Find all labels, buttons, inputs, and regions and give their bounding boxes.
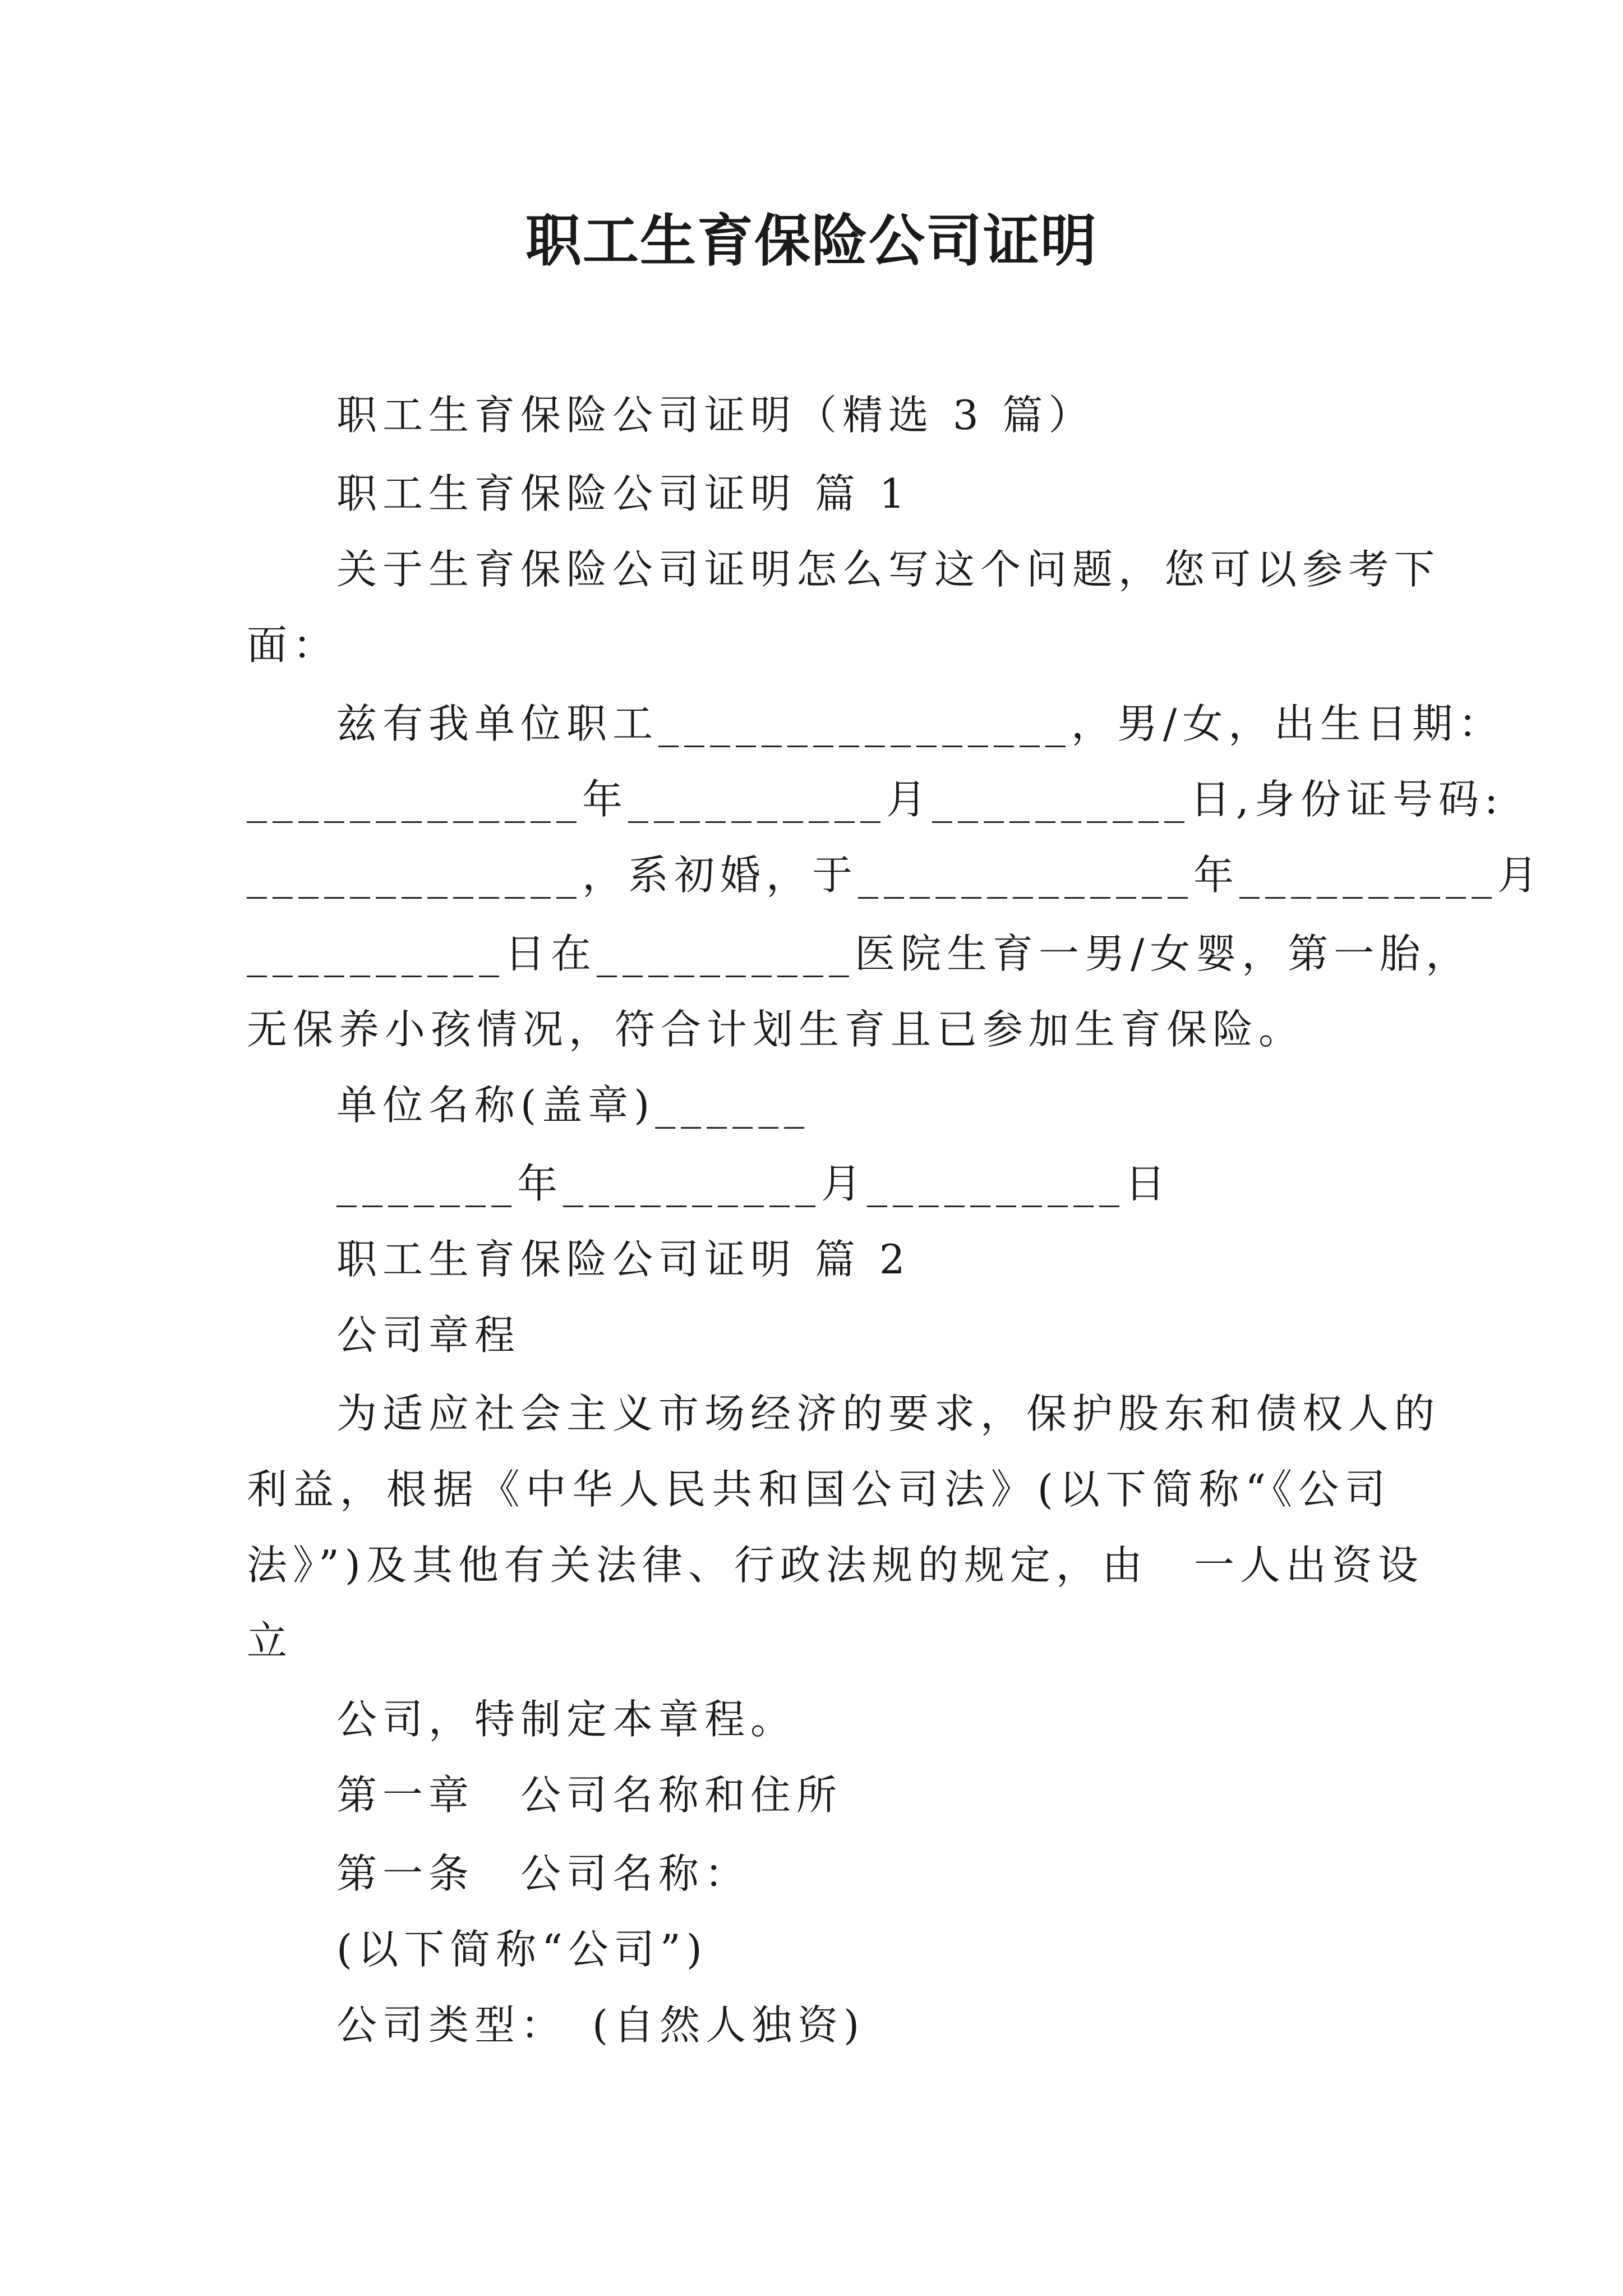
form-line: _____________，系初婚，于_____________年__________月	[247, 852, 1544, 899]
paragraph-line: 公司章程	[336, 1312, 521, 1359]
date-line: _______年__________月__________日	[336, 1160, 1171, 1207]
article-line: 第一条 公司名称：	[336, 1850, 751, 1897]
page-title: 职工生育保险公司证明	[525, 208, 1098, 274]
paragraph-line: (以下简称“公司”)	[336, 1926, 708, 1973]
section-heading-1: 职工生育保险公司证明 篇 1	[336, 470, 911, 517]
paragraph-line: 公司类型： (自然人独资)	[336, 2001, 865, 2049]
chapter-heading: 第一章 公司名称和住所	[336, 1772, 843, 1819]
signature-line: 单位名称(盖章)______	[336, 1082, 810, 1129]
paragraph-line: 法》”)及其他有关法律、行政法规的规定，由 一人出资设	[247, 1542, 1424, 1589]
paragraph-line: 利益，根据《中华人民共和国公司法》(以下简称“《公司	[247, 1466, 1391, 1513]
paragraph-line: 面：	[247, 622, 339, 669]
form-line: 兹有我单位职工________________，男/女，出生日期：	[336, 700, 1505, 747]
form-line: 无保养小孩情况，符合计划生育且已参加生育保险。	[247, 1006, 1305, 1053]
paragraph-line: 为适应社会主义市场经济的要求，保护股东和债权人的	[336, 1390, 1441, 1437]
paragraph-line: 公司，特制定本章程。	[336, 1696, 797, 1743]
form-line: __________日在__________医院生育一男/女婴，第一胎，	[247, 930, 1472, 977]
paragraph-line: 关于生育保险公司证明怎么写这个问题，您可以参考下	[336, 546, 1441, 593]
form-line: _____________年__________月__________日,身份证号码:	[247, 776, 1504, 823]
paragraph-line: 立	[247, 1617, 293, 1664]
subtitle-line: 职工生育保险公司证明（精选 3 篇）	[336, 392, 1095, 439]
section-heading-2: 职工生育保险公司证明 篇 2	[336, 1236, 911, 1283]
